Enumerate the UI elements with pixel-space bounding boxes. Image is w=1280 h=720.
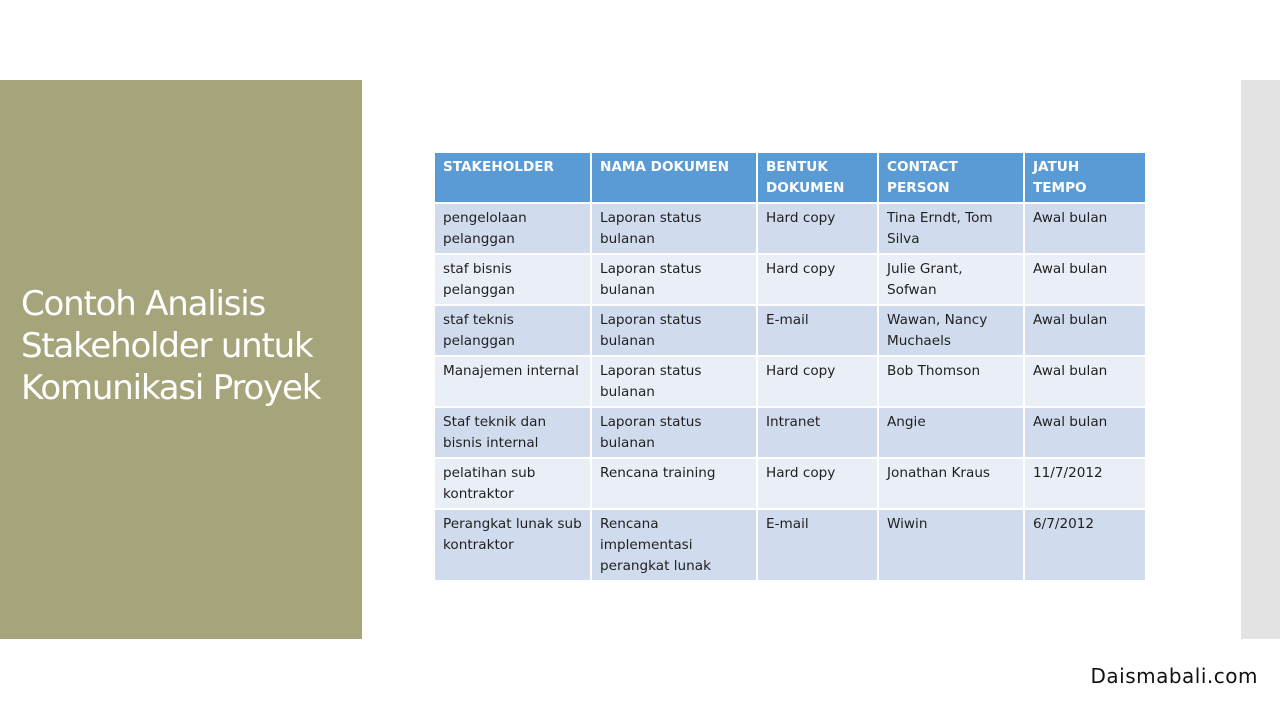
table-row — [434, 203, 1146, 254]
cell-contact-person: Jonathan Kraus — [878, 458, 1024, 509]
cell-jatuh-tempo: 11/7/2012 — [1024, 458, 1146, 509]
cell-bentuk-dokumen: Intranet — [757, 407, 878, 458]
header-bentuk-dokumen: BENTUK DOKUMEN — [757, 152, 878, 203]
cell-stakeholder: Staf teknik dan bisnis internal — [434, 407, 591, 458]
header-stakeholder: STAKEHOLDER — [434, 152, 591, 203]
cell-bentuk-dokumen: Hard copy — [757, 254, 878, 305]
right-side-strip — [1241, 80, 1280, 639]
cell-bentuk-dokumen: E-mail — [757, 509, 878, 581]
cell-nama-dokumen: Laporan status bulanan — [591, 305, 757, 356]
cell-contact-person: Wiwin — [878, 509, 1024, 581]
header-nama-dokumen: NAMA DOKUMEN — [591, 152, 757, 203]
cell-jatuh-tempo: Awal bulan — [1024, 356, 1146, 407]
cell-contact-person: Angie — [878, 407, 1024, 458]
table-row — [434, 407, 1146, 458]
table-row — [434, 356, 1146, 407]
cell-nama-dokumen: Laporan status bulanan — [591, 356, 757, 407]
cell-contact-person: Wawan, Nancy Muchaels — [878, 305, 1024, 356]
cell-nama-dokumen: Rencana implementasi perangkat lunak — [591, 509, 757, 581]
cell-stakeholder: Perangkat lunak sub kontraktor — [434, 509, 591, 581]
table-row — [434, 254, 1146, 305]
stakeholder-table — [433, 151, 1147, 582]
cell-stakeholder: pengelolaan pelanggan — [434, 203, 591, 254]
cell-stakeholder: pelatihan sub kontraktor — [434, 458, 591, 509]
table-row — [434, 509, 1146, 581]
cell-contact-person: Julie Grant, Sofwan — [878, 254, 1024, 305]
cell-contact-person: Tina Erndt, Tom Silva — [878, 203, 1024, 254]
cell-nama-dokumen: Rencana training — [591, 458, 757, 509]
table-row — [434, 305, 1146, 356]
header-contact-person: CONTACT PERSON — [878, 152, 1024, 203]
cell-stakeholder: staf bisnis pelanggan — [434, 254, 591, 305]
slide-title: Contoh Analisis Stakeholder untuk Komunikasi Proyek — [21, 284, 321, 408]
footer-credit: Daismabali.com — [1090, 664, 1258, 688]
cell-bentuk-dokumen: Hard copy — [757, 458, 878, 509]
table-row — [434, 458, 1146, 509]
table-header-row — [434, 152, 1146, 203]
cell-bentuk-dokumen: E-mail — [757, 305, 878, 356]
cell-contact-person: Bob Thomson — [878, 356, 1024, 407]
cell-jatuh-tempo: Awal bulan — [1024, 254, 1146, 305]
cell-jatuh-tempo: Awal bulan — [1024, 203, 1146, 254]
cell-bentuk-dokumen: Hard copy — [757, 356, 878, 407]
cell-nama-dokumen: Laporan status bulanan — [591, 407, 757, 458]
cell-bentuk-dokumen: Hard copy — [757, 203, 878, 254]
cell-nama-dokumen: Laporan status bulanan — [591, 254, 757, 305]
cell-stakeholder: staf teknis pelanggan — [434, 305, 591, 356]
cell-jatuh-tempo: 6/7/2012 — [1024, 509, 1146, 581]
cell-jatuh-tempo: Awal bulan — [1024, 305, 1146, 356]
header-jatuh-tempo: JATUH TEMPO — [1024, 152, 1146, 203]
cell-nama-dokumen: Laporan status bulanan — [591, 203, 757, 254]
cell-jatuh-tempo: Awal bulan — [1024, 407, 1146, 458]
cell-stakeholder: Manajemen internal — [434, 356, 591, 407]
